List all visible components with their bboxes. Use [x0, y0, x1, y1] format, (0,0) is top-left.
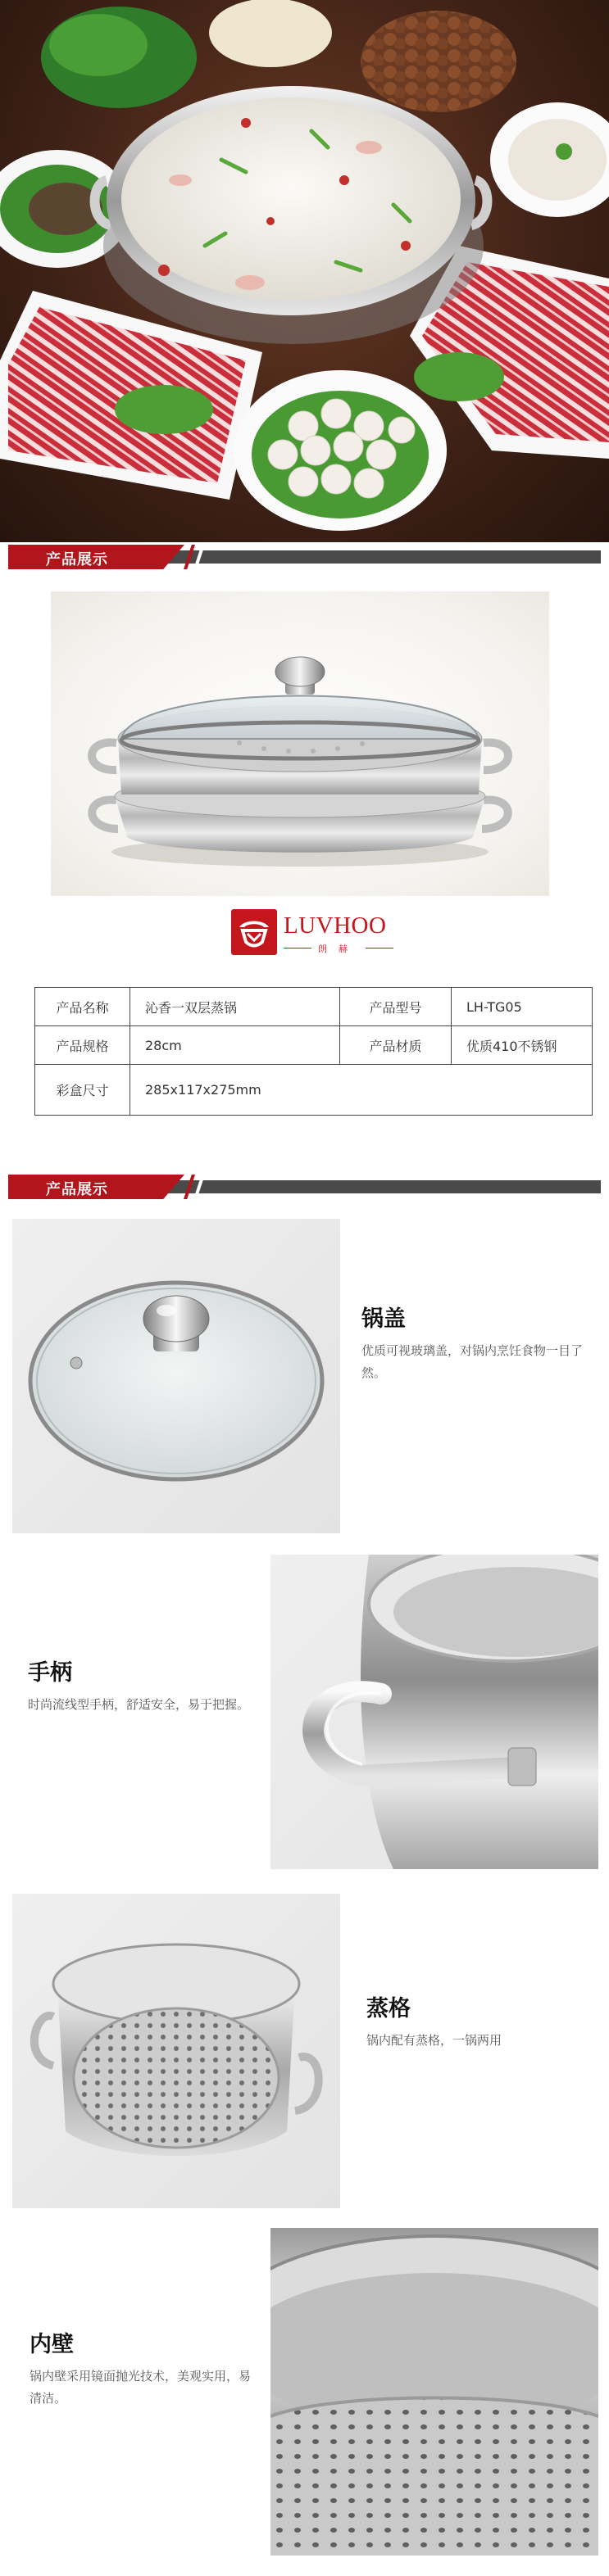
feature-title: 手柄 [28, 1660, 72, 1686]
spec-table [34, 987, 593, 1116]
product-showcase-photo [51, 591, 549, 896]
spec-value: LH-TG05 [452, 988, 593, 1026]
glass-lid-icon [12, 1219, 340, 1533]
feature-description: 优质可视玻璃盖，对锅内烹饪食物一目了然。 [361, 1343, 584, 1380]
table-row [35, 1026, 593, 1065]
feature-description: 时尚流线型手柄，舒适安全，易于把握。 [28, 1697, 250, 1712]
brand-name: LUVHOO [284, 912, 387, 939]
steamer-pot-icon [51, 591, 549, 896]
inner-wall-icon [270, 2228, 598, 2556]
section-banner-product-display [8, 1175, 601, 1199]
feature-description: 锅内壁采用镜面抛光技术，美观实用，易清洁。 [30, 2369, 252, 2406]
spec-value: 285x117x275mm [130, 1065, 593, 1116]
table-row [35, 988, 593, 1026]
hero-food-photo [0, 0, 609, 542]
hotpot-food-icon [0, 0, 609, 542]
feature-title: 锅盖 [361, 1306, 406, 1332]
feature-title: 蒸格 [366, 1996, 411, 2021]
spec-key: 产品名称 [35, 988, 130, 1026]
spec-value: 28cm [130, 1026, 340, 1065]
spec-value: 沁香一双层蒸锅 [130, 988, 340, 1026]
feature-description: 锅内配有蒸格，一锅两用 [366, 2033, 502, 2048]
spec-key: 产品材质 [340, 1026, 452, 1065]
feature-lid-image [12, 1219, 340, 1533]
feature-handle-image [270, 1555, 598, 1869]
spec-key: 彩盒尺寸 [35, 1065, 130, 1116]
banner-label: 产品展示 [46, 1181, 108, 1198]
feature-steamer-image [12, 1894, 340, 2208]
steamer-tray-icon [12, 1894, 340, 2208]
feature-inner-wall-image [270, 2228, 598, 2556]
pot-handle-icon [270, 1555, 598, 1869]
luvhoo-logo-icon [231, 909, 277, 955]
section-banner-product-display [8, 545, 601, 569]
spec-key: 产品型号 [340, 988, 452, 1026]
spec-key: 产品规格 [35, 1026, 130, 1065]
banner-label: 产品展示 [46, 551, 108, 568]
brand-logo [231, 909, 395, 957]
table-row [35, 1065, 593, 1116]
feature-title: 内壁 [30, 2332, 74, 2357]
spec-value: 优质410不锈钢 [452, 1026, 593, 1065]
brand-subtitle: 朗赫 [284, 942, 393, 955]
